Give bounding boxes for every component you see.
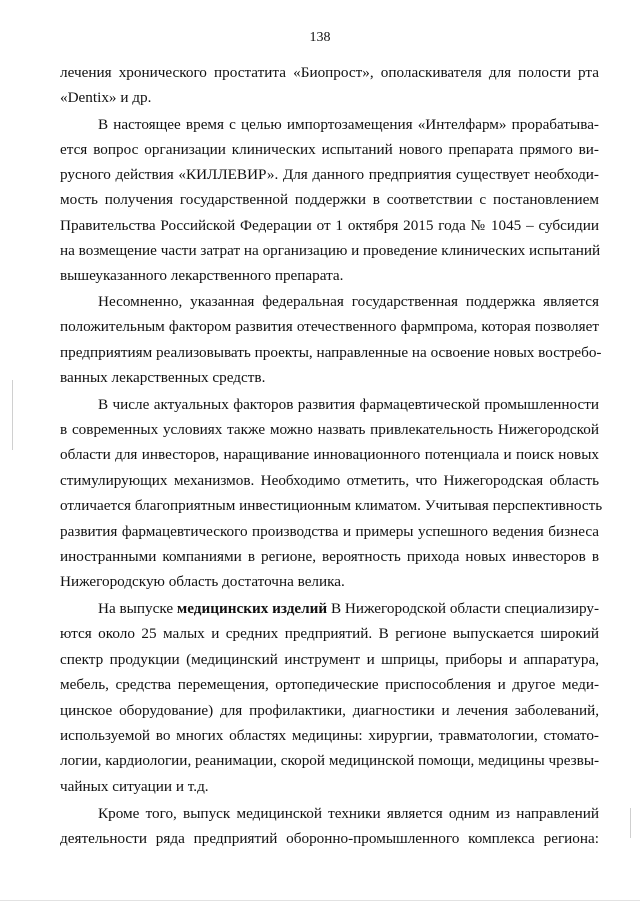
bold-term: медицинских изделий — [176, 600, 328, 617]
paragraph-first-line: В числе актуальных факторов развития фармацевтической промышленности — [98, 396, 599, 413]
text-line: спектр продукции (медицинский инструмент и шприцы, приборы и аппаратура, — [60, 651, 599, 668]
text-line: иностранными компаниями в регионе, вероятность прихода новых инвесторов в — [60, 548, 599, 565]
text-line: стимулирующих механизмов. Необходимо отметить, что Нижегородская область — [60, 472, 599, 489]
text-line: вышеуказанного лекарственного препарата. — [60, 267, 344, 284]
text-line: Правительства Российской Федерации от 1 октября 2015 года № 1045 – субсидии — [60, 217, 599, 234]
paragraph-first-line: Несомненно, указанная федеральная государственная поддержка является — [98, 293, 599, 310]
text-line: Нижегородскую область достаточна велика. — [60, 573, 345, 590]
text-line: ется вопрос организации клинических испытаний нового препарата прямого ви- — [60, 141, 599, 158]
text-line: предприятиям реализовывать проекты, направленные на освоение новых востребо- — [60, 344, 602, 361]
text-line: на возмещение части затрат на организацию и проведение клинических испытаний — [60, 242, 601, 259]
text-line: чайных ситуации и т.д. — [60, 778, 209, 795]
text-line: ванных лекарственных средств. — [60, 369, 266, 386]
text-line: мость получения государственной поддержки в соответствии с постановлением — [60, 191, 599, 208]
text-line: в современных условиях также можно назвать привлекательность Нижегородской — [60, 421, 599, 438]
text-line: развития фармацевтического производства и примеры успешного ведения бизнеса — [60, 523, 599, 540]
text-line: цинское оборудование) для профилактики, диагностики и лечения заболеваний, — [60, 702, 599, 719]
text-line: положительным фактором развития отечественного фармпрома, которая позволяет — [60, 318, 599, 335]
text-line: лечения хронического простатита «Биопрост», ополаскивателя для полости рта — [60, 64, 599, 81]
paragraph-first-line — [98, 599, 599, 619]
paragraph-first-line: Кроме того, выпуск медицинской техники является одним из направлений — [98, 805, 599, 822]
text-line: ются около 25 малых и средних предприятий. В регионе выпускается широкий — [60, 625, 599, 642]
text-line: отличается благоприятным инвестиционным климатом. Учитывая перспективность — [60, 497, 603, 514]
scan-artifact — [630, 808, 631, 838]
text-line: мебель, средства перемещения, ортопедические приспособления и другое меди- — [60, 676, 599, 693]
text-span: На выпуске — [98, 600, 174, 617]
text-line: области для инвесторов, наращивание инновационного потенциала и поиск новых — [60, 446, 599, 463]
text-line: логии, кардиологии, реанимации, скорой медицинской помощи, медицины чрезвы- — [60, 752, 600, 769]
text-line: используемой во многих областях медицины: хирургии, травматологии, стомато- — [60, 727, 599, 744]
scan-artifact — [12, 380, 13, 450]
text-line: деятельности ряда предприятий оборонно-промышленного комплекса региона: — [60, 830, 599, 847]
scan-artifact — [0, 900, 640, 901]
paragraph-first-line: В настоящее время с целью импортозамещения «Интелфарм» прорабатыва- — [98, 116, 599, 133]
text-span: В Нижегородской области специализиру- — [330, 600, 600, 617]
text-line: русного действия «КИЛЛЕВИР». Для данного предприятия существует необходи- — [60, 166, 599, 183]
text-line: «Dentix» и др. — [60, 89, 152, 106]
page-number: 138 — [309, 30, 331, 45]
